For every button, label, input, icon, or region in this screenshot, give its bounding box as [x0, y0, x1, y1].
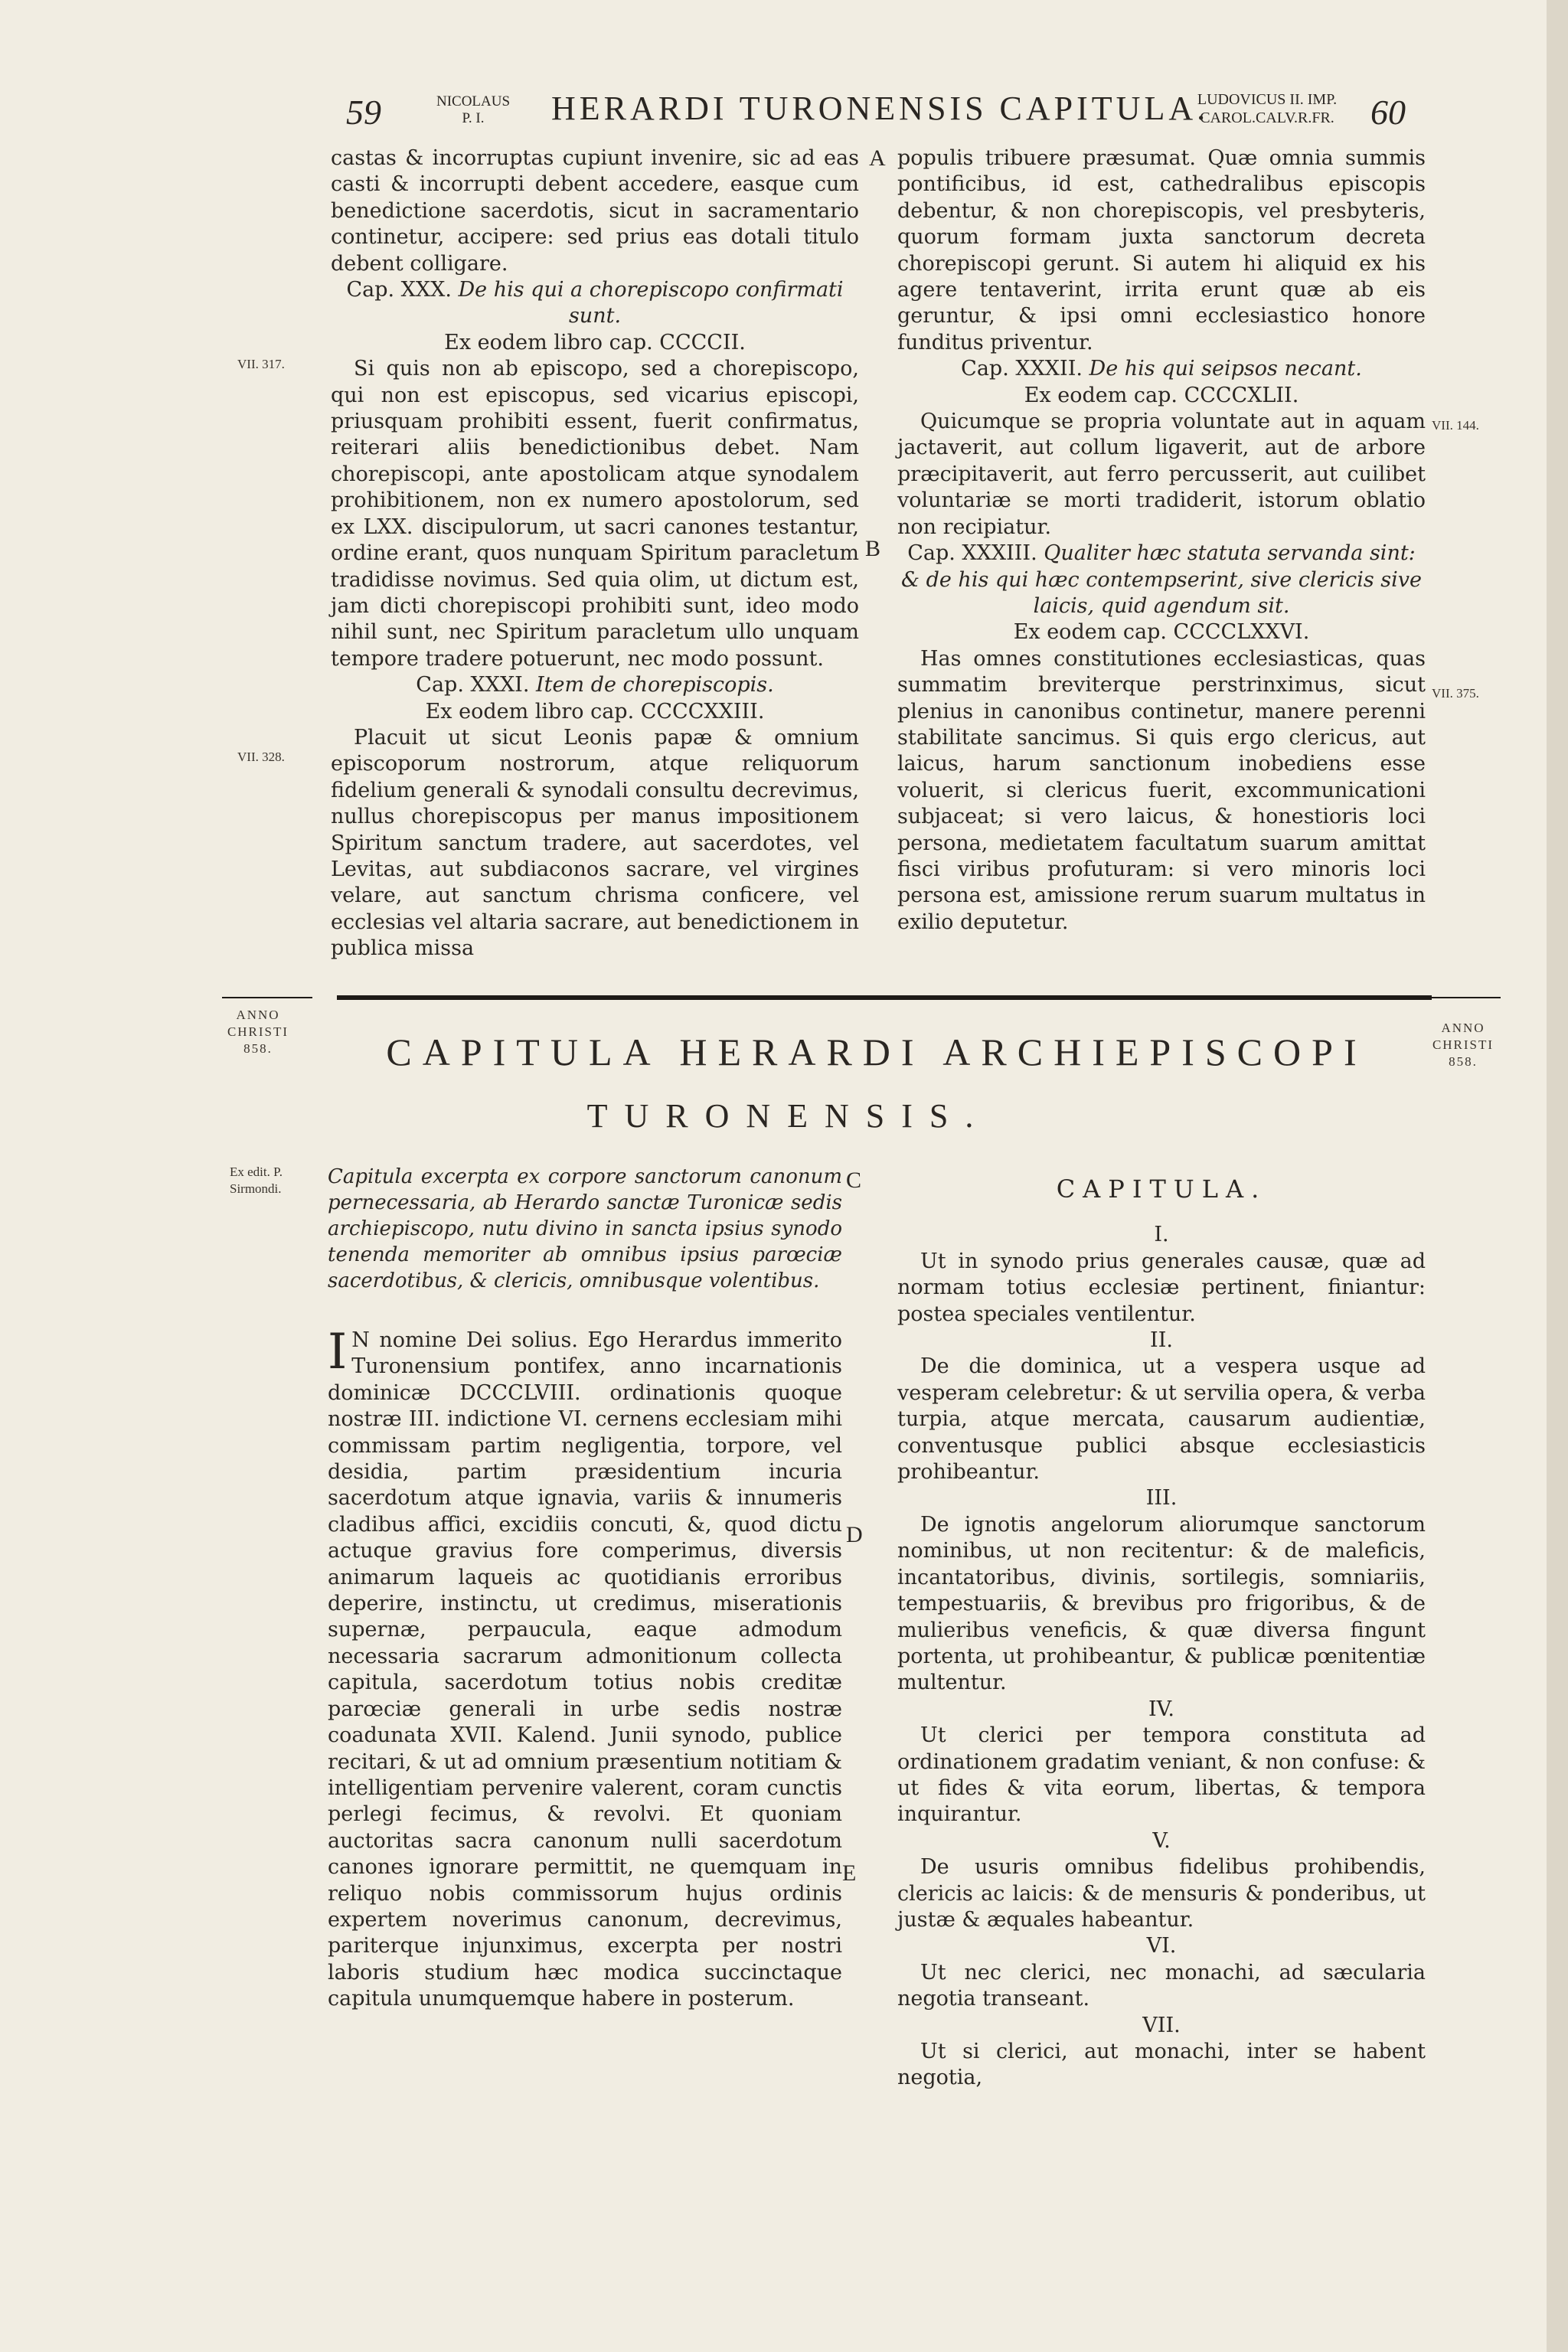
paragraph: Placuit ut sicut Leonis papæ & omnium episcoporum nostrorum, atque reliquorum fidelium generali & synodali consultu decrevimus, nullus chorepiscopus per manus impositionem Spiritum sanctum tradere, aut sacerdotes, vel Levitas, aut subdiaconos sacrare, vel virgines velare, aut sanctum chrisma conficere, vel ecclesias vel altaria sacrare, aut benedictionem in publica missa — [331, 725, 859, 961]
chapter-source: Ex eodem cap. CCCCXLII. — [1024, 383, 1299, 407]
column-letter: C — [846, 1168, 862, 1193]
capitulum-text: Ut si clerici, aut monachi, inter se habent negotia, — [897, 2040, 1426, 2090]
chapter-heading: Cap. XXXIII. Qualiter hæc statuta servanda sint: & de his qui hæc contempserint, sive clericis sive laicis, quid agendum sit. — [900, 541, 1423, 618]
chapter-heading: Cap. XXXI. Item de chorepiscopis. — [416, 673, 774, 697]
right-page-number: 60 — [1370, 93, 1406, 132]
section-subtitle: TURONENSIS. — [586, 1097, 991, 1135]
upper-right-column — [897, 145, 1426, 936]
paragraph: Si quis non ab episcopo, sed a chorepiscopo, qui non est episcopus, sed vicarius episcopi, priusquam prohibiti essent, fuerit confirmatus, reiterari aliis benedictionibus debet. Nam chorepiscopi, ante apostolicam atque synodalem prohibitionem, non ex numero apostolorum, sed ex LXX. discipulorum, ut sacri canones testantur, ordine erant, quos nunquam Spiritum paracletum tradidisse novimus. Sed quia olim, ut dictum est, jam dicti chorepiscopi prohibiti sunt, ideo modo nihil sunt, nec Spiritum paracletum ullo unquam tempore tradere potuerunt, nec modo possunt. — [331, 357, 859, 671]
chapter-source: Ex eodem libro cap. CCCCXXIII. — [425, 699, 765, 724]
chapter-source: Ex eodem cap. CCCCLXXVI. — [1013, 620, 1310, 645]
running-title: HERARDI TURONENSIS CAPITULA. — [551, 90, 1210, 127]
margin-ref: VII. 328. — [237, 750, 285, 764]
anno-christi-left: ANNO CHRISTI 858. — [227, 1008, 289, 1056]
lower-right-column — [897, 1176, 1426, 2092]
paragraph: castas & incorruptas cupiunt invenire, sic ad eas casti & incorrupti debent accedere, easque cum benedictione sacerdotis, sicut in sacramentario continetur, accipere: sed prius eas dotali titulo debent colligare. — [331, 146, 859, 276]
intro-paragraph: I N nomine Dei solius. Ego Herardus immerito Turonensium pontifex, anno incarnationis dominicæ DCCCLVIII. ordinationis quoque nostræ III. indictione VI. cernens ecclesiam mihi commissam partim negligentia, torpore, vel desidia, partim præsidentium incuria sacerdotum atque ignavia, variis & innumeris cladibus affici, excidiis concuti, &, quod dictu actuque gravius fore comperimus, diversis animarum laqueis ac quotidianis erroribus deperire, instinctu, ut credimus, miserationis supernæ, perpaucula, eaque admodum necessaria sacrarum admonitionum collecta capitula, sacerdotum totius nobis creditæ parœciæ generali in urbe sedis nostræ coadunata XVII. Kalend. Junii synodo, publice recitari, & ut ad omnium præsentium notitiam & intelligentiam pervenire valerent, coram cunctis perlegi fecimus, & revolvi. Et quoniam auctoritas sacra canonum nulli sacerdotum canones ignorare permittit, ne quemquam in reliquo nobis commissorum hujus ordinis expertem noverimus canonum, decrevimus, pariterque injunximus, excerpta per nostri laboris studium hæc modica succinctaque capitula unumquemque habere in posterum. — [328, 1324, 842, 2011]
margin-ref: VII. 375. — [1432, 686, 1479, 701]
column-letter: D — [846, 1522, 863, 1547]
capitulum-number: VII. — [1142, 2013, 1181, 2037]
capitulum-number: I. — [1154, 1223, 1169, 1247]
margin-ref: VII. 317. — [237, 357, 285, 371]
capitulum-text: Ut clerici per tempora constituta ad ordinationem gradatim veniant, & non confuse: & ut fides & vita eorum, libertas, & tempora inquirantur. — [897, 1723, 1426, 1827]
margin-ref: VII. 144. — [1432, 418, 1479, 433]
divider-rule — [337, 995, 1432, 1000]
column-letter: E — [842, 1860, 857, 1886]
capitulum-text: Ut in synodo prius generales causæ, quæ ad normam totius ecclesiæ pertinent, finiantur: postea speciales ventilentur. — [897, 1249, 1426, 1326]
capitulum-number: III. — [1145, 1486, 1178, 1511]
chapter-source: Ex eodem libro cap. CCCCII. — [444, 330, 746, 354]
capitulum-number: V. — [1152, 1828, 1171, 1853]
capitulum-text: De ignotis angelorum aliorumque sanctorum nominibus, ut non recitentur: & de maleficis, incantatoribus, divinis, sortilegis, somniariis, tempestuariis, & brevibus pro frigoribus, & de mulieribus veneficis, & quæ diversa fingunt portenta, ut prohibeantur, & publicæ pœnitentiæ multentur. — [897, 1512, 1426, 1695]
chapter-heading: Cap. XXX. De his qui a chorepiscopo confirmati sunt. — [346, 278, 844, 328]
capitulum-number: VI. — [1146, 1934, 1177, 1958]
lower-left-column — [328, 1164, 842, 2013]
right-emperor-name: LUDOVICUS II. IMP. CAROL.CALV.R.FR. — [1197, 91, 1338, 126]
column-letter: A — [869, 145, 886, 171]
divider-rule — [1420, 997, 1501, 998]
page-edge — [1547, 0, 1568, 2352]
capitula-heading: CAPITULA. — [1056, 1174, 1267, 1204]
column-letter: B — [865, 536, 881, 561]
chapter-heading: Cap. XXXII. De his qui seipsos necant. — [961, 357, 1362, 381]
capitulum-text: De die dominica, ut a vespera usque ad vesperam celebretur: & ut servilia opera, & verba turpia, atque mercata, causarum audientiæ, conventusque publici absque ecclesiasticis prohibeantur. — [897, 1354, 1426, 1485]
source-note: Ex edit. P. Sirmondi. — [230, 1165, 283, 1196]
upper-left-column — [331, 145, 859, 962]
anno-christi-right: ANNO CHRISTI 858. — [1432, 1021, 1494, 1069]
capitula-list — [897, 1222, 1426, 2091]
left-pope-name: NICOLAUS P. I. — [436, 93, 511, 126]
capitulum-text: De usuris omnibus fidelibus prohibendis, clericis ac laicis: & de mensuris & ponderibus, ut justæ & æquales habeantur. — [897, 1855, 1426, 1932]
left-page-number: 59 — [346, 93, 381, 132]
drop-cap: I — [328, 1324, 348, 1380]
section-title: CAPITULA HERARDI ARCHIEPISCOPI — [386, 1031, 1367, 1073]
paragraph: Quicumque se propria voluntate aut in aquam jactaverit, aut collum ligaverit, aut de arbore præcipitaverit, aut ferro percusserit, aut cuilibet voluntariæ se morti tradiderit, istorum oblatio non recipiatur. — [897, 410, 1426, 539]
capitulum-number: II. — [1150, 1328, 1173, 1353]
capitulum-text: Ut nec clerici, nec monachi, ad sæcularia negotia transeant. — [897, 1960, 1426, 2011]
preface: Capitula excerpta ex corpore sanctorum canonum pernecessaria, ab Herardo sanctæ Turonicæ sedis archiepiscopo, nutu divino in sancta ipsius synodo tenenda memoriter ab omnibus ipsius parœciæ sacerdotibus, & clericis, omnibusque volentibus. — [328, 1165, 842, 1292]
capitulum-number: IV. — [1148, 1697, 1175, 1721]
paragraph: Has omnes constitutiones ecclesiasticas, quas summatim breviterque perstrinximus, sicut plenius in canonibus continetur, manere perenni stabilitate sancimus. Si quis ergo clericus, aut laicus, harum sanctionum inobediens esse voluerit, si clericus fuerit, excommunicationi subjaceat; si vero laicus, & honestioris loci persona, medietatem facultatum suarum amittat fisci viribus profuturam: si vero minoris loci persona est, amissione rerum suarum multatus in exilio deputetur. — [897, 646, 1426, 934]
paragraph: populis tribuere præsumat. Quæ omnia summis pontificibus, id est, cathedralibus episcopis debentur, & non chorepiscopis, vel presbyteris, quorum formam juxta sanctorum decreta chorepiscopi gerunt. Si autem hi aliquid ex his agere tentaverint, irrita erunt quæ ab eis geruntur, & ipsi omni ecclesiastico honore funditus priventur. — [897, 146, 1426, 354]
divider-rule — [222, 997, 312, 998]
